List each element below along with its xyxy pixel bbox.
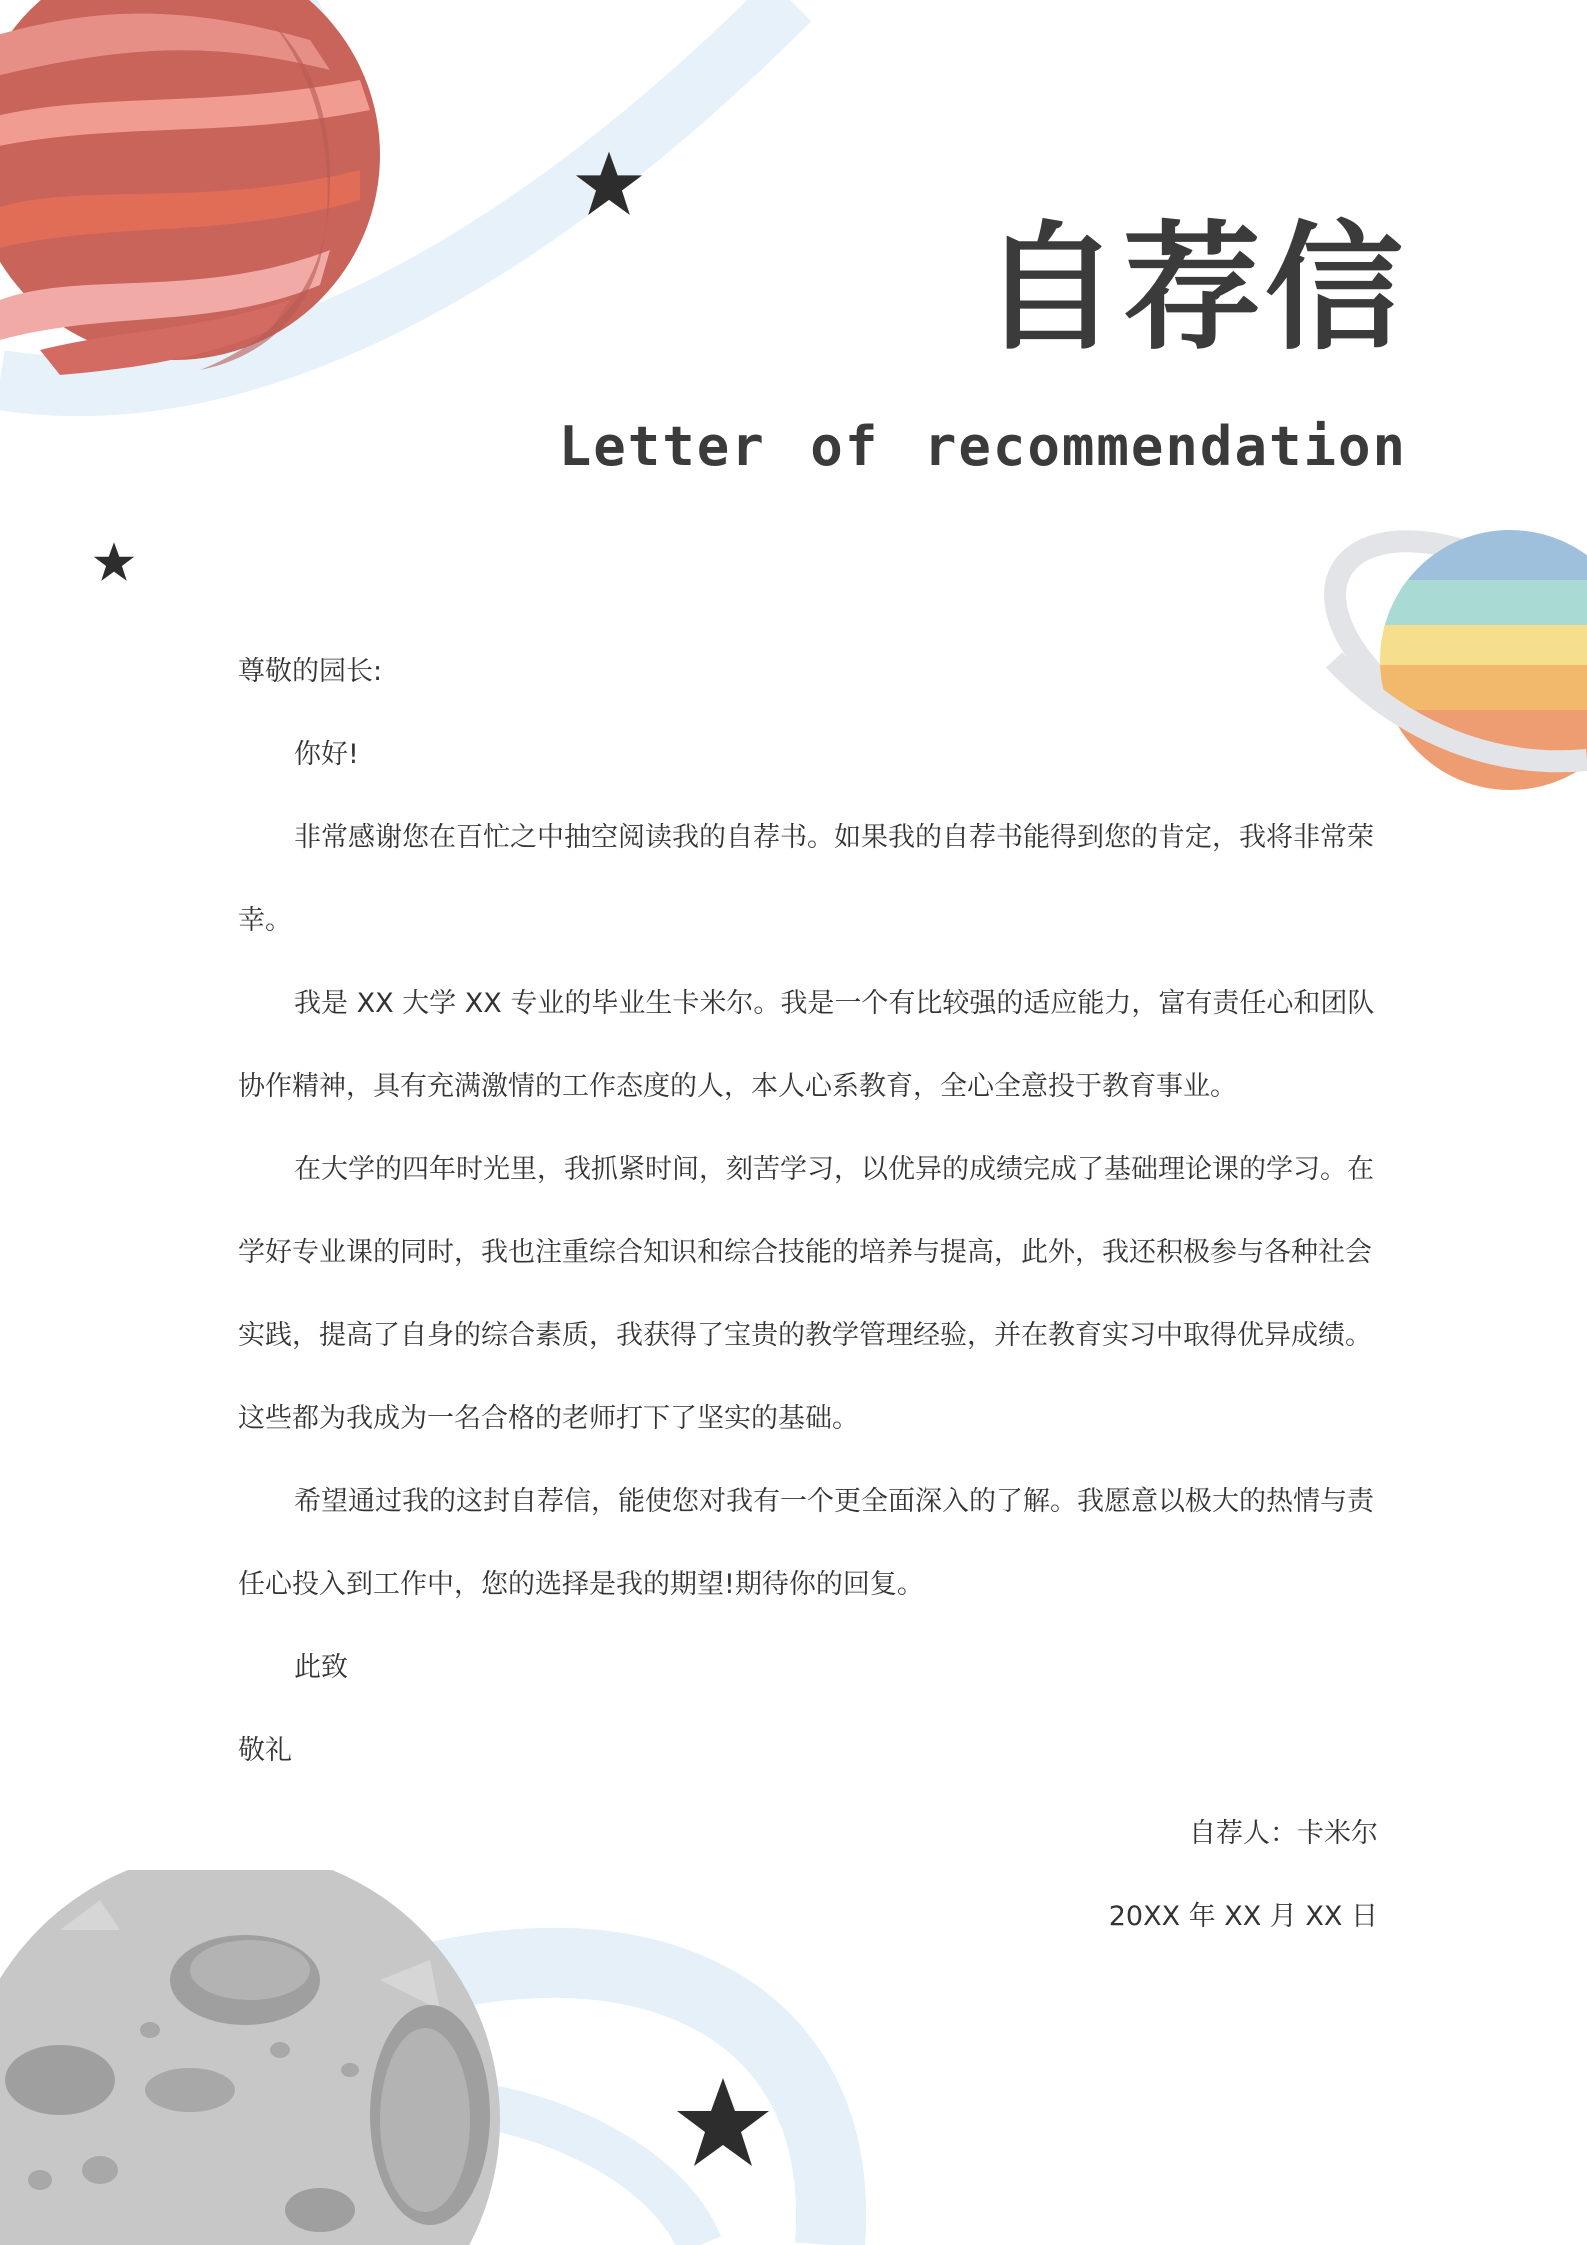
- paragraph-1: 非常感谢您在百忙之中抽空阅读我的自荐书。如果我的自荐书能得到您的肯定，我将非常荣幸。: [238, 822, 1374, 936]
- page-title: 自荐信: [980, 208, 1407, 369]
- paragraph-4: 希望通过我的这封自荐信，能使您对我有一个更全面深入的了解。我愿意以极大的热情与责任心投入到工作中，您的选择是我的期望!期待你的回复。: [238, 1486, 1374, 1600]
- salutation: 尊敬的园长:: [238, 656, 383, 687]
- star-icon: [573, 148, 645, 220]
- closing-2: 敬礼: [238, 1735, 292, 1766]
- star-icon: [673, 2073, 773, 2173]
- paragraph-2: 我是 XX 大学 XX 专业的毕业生卡米尔。我是一个有比较强的适应能力，富有责任心和团队协作精神，具有充满激情的工作态度的人，本人心系教育，全心全意投于教育事业。: [238, 988, 1375, 1102]
- page-subtitle: Letter of recommendation: [558, 415, 1407, 478]
- star-icon: [92, 540, 136, 584]
- letter-body: [238, 630, 1378, 1958]
- closing-1: 此致: [294, 1652, 348, 1683]
- date: 20XX 年 XX 月 XX 日: [1108, 1901, 1378, 1932]
- greeting: 你好!: [294, 739, 359, 770]
- planet-red-icon: [0, 0, 820, 420]
- signature: 自荐人：卡米尔: [1189, 1818, 1378, 1849]
- paragraph-3: 在大学的四年时光里，我抓紧时间，刻苦学习，以优异的成绩完成了基础理论课的学习。在学好专业课的同时，我也注重综合知识和综合技能的培养与提高，此外，我还积极参与各种社会实践，提高了自身的综合素质，我获得了宝贵的教学管理经验，并在教育实习中取得优异成绩。这些都为我成为一名合格的老师打下了坚实的基础。: [238, 1154, 1374, 1434]
